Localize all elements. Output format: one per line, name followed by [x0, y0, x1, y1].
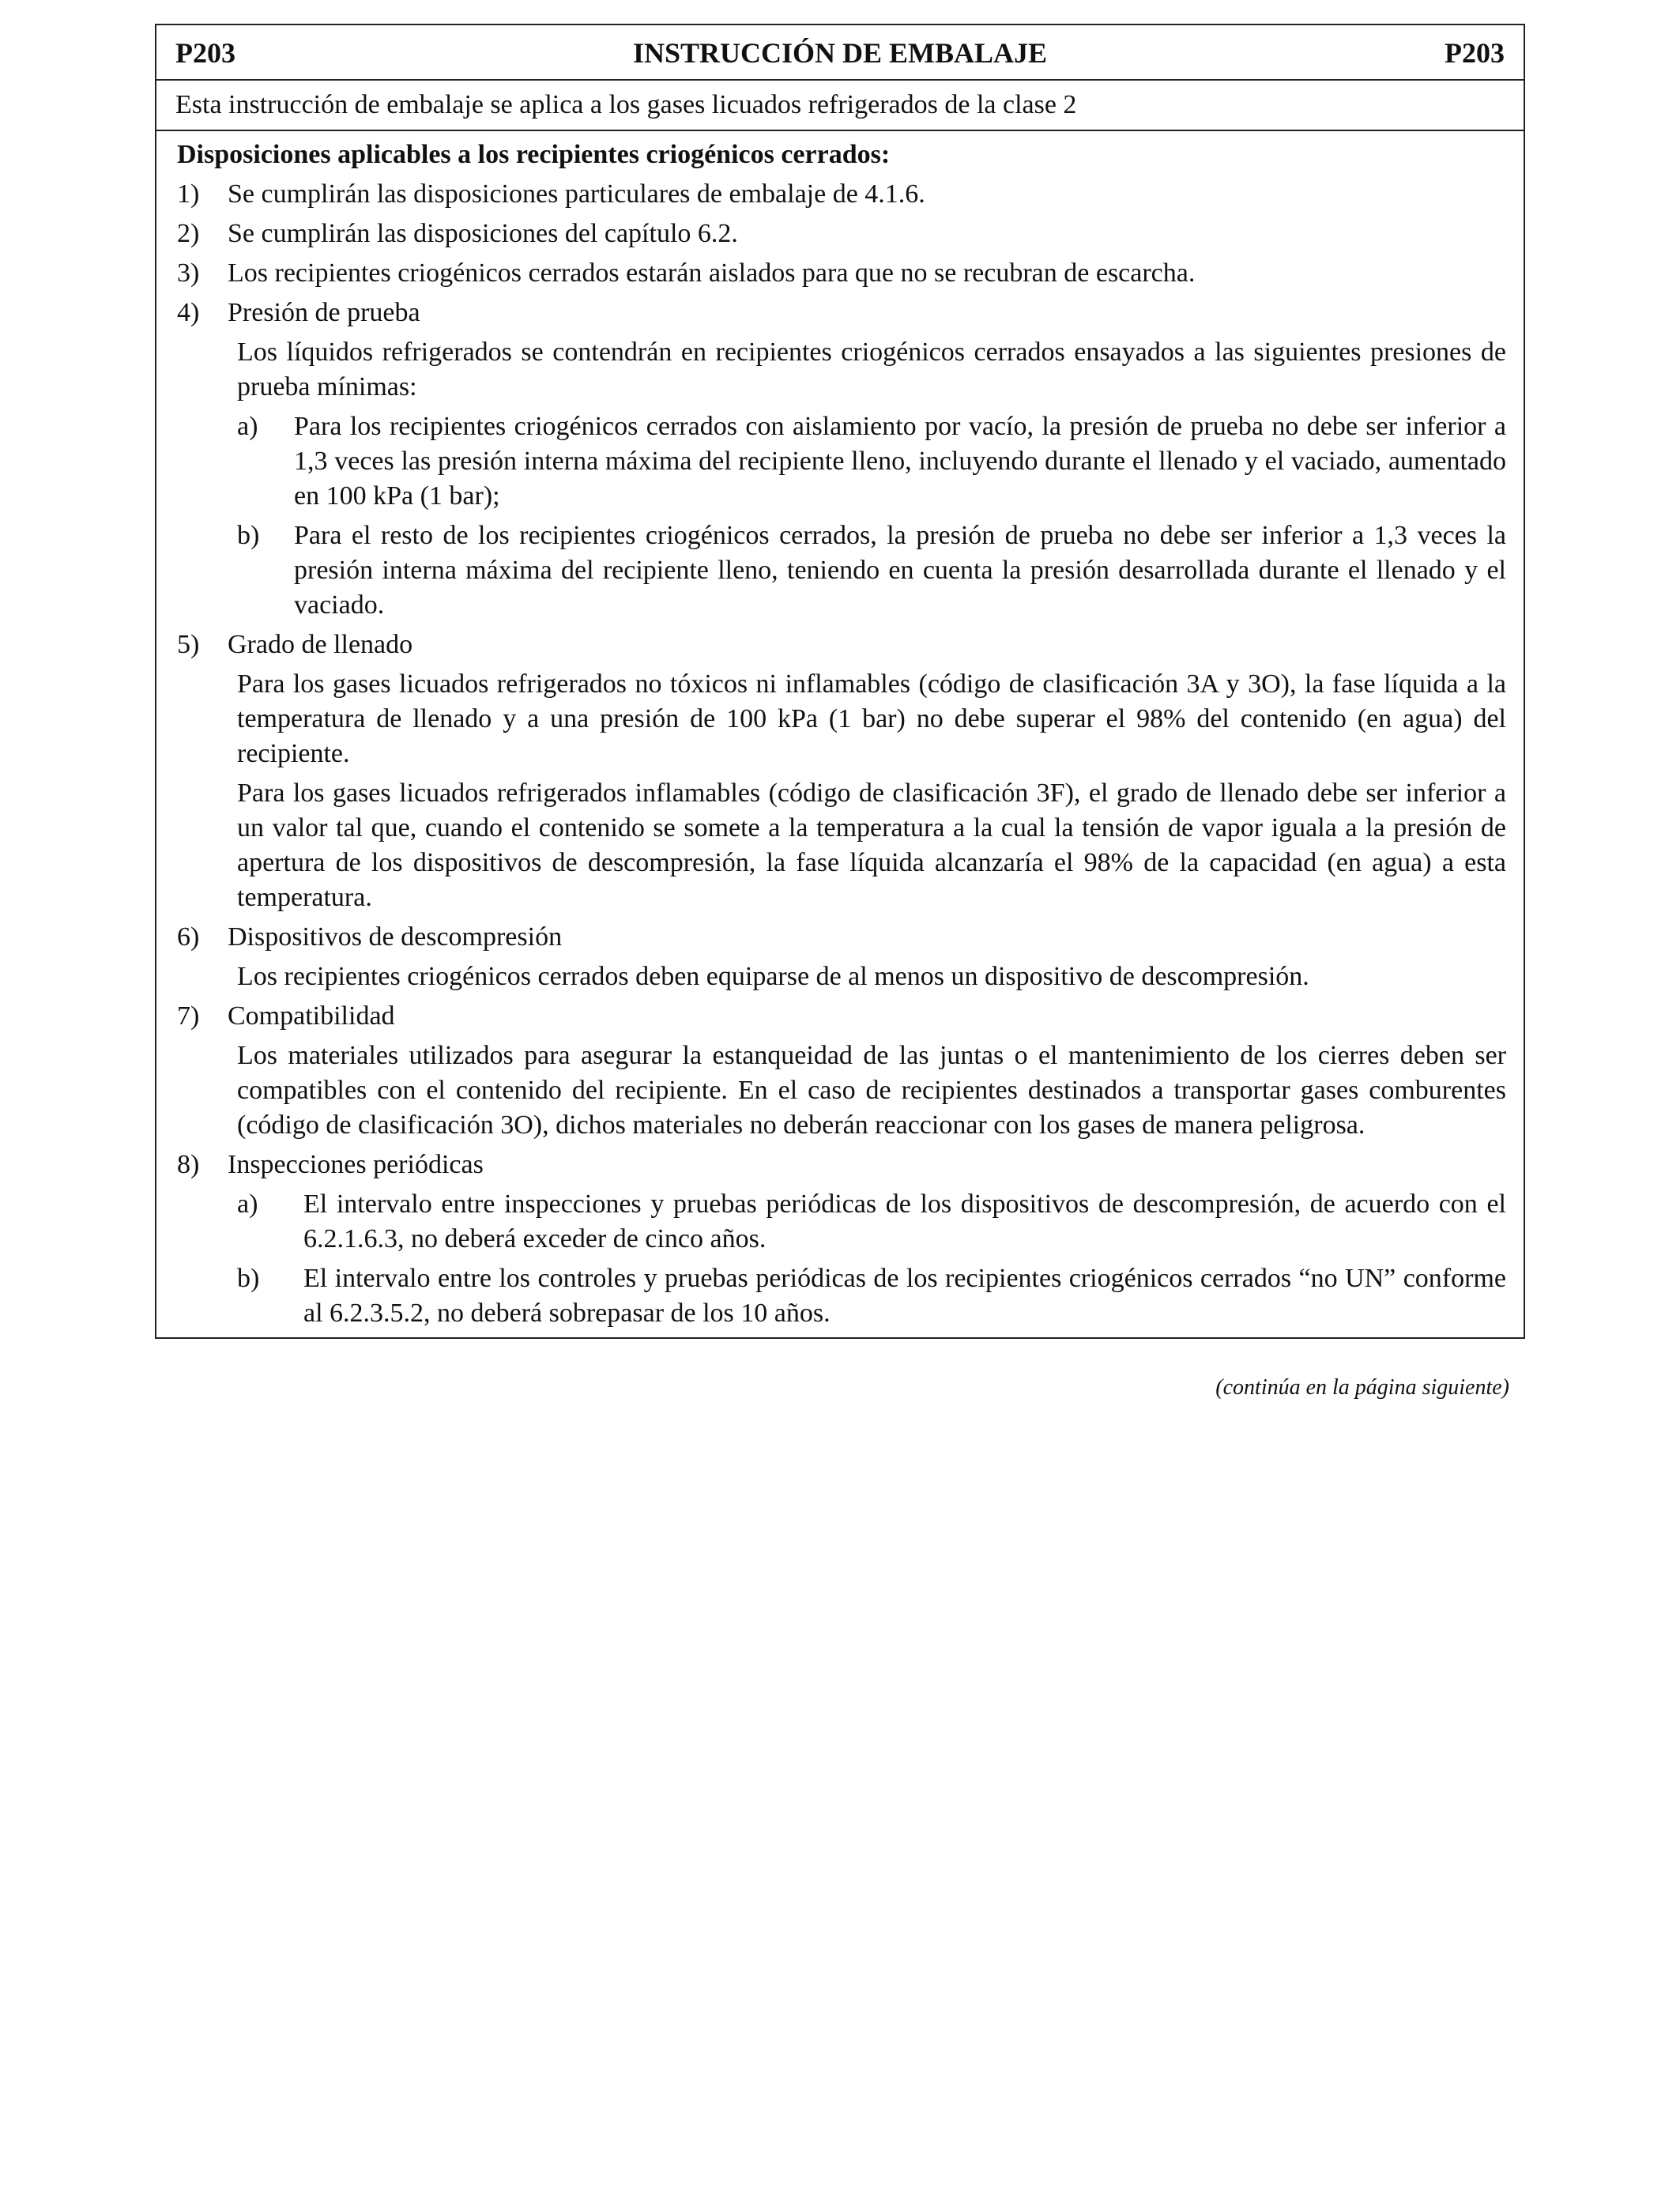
- item-number: 2): [177, 219, 200, 248]
- item-text: Se cumplirán las disposiciones del capítulo 6.2.: [228, 219, 738, 248]
- item-number: 3): [177, 258, 200, 288]
- sub-item: [177, 1187, 1506, 1257]
- sub-item-letter: a): [237, 1189, 258, 1219]
- instruction-title: INSTRUCCIÓN DE EMBALAJE: [632, 37, 1048, 69]
- sub-item-letter: b): [237, 1264, 260, 1293]
- item-text: Inspecciones periódicas: [228, 1150, 484, 1179]
- item-number: 4): [177, 298, 200, 327]
- table-header: [156, 25, 1524, 81]
- packing-instruction-table: [155, 24, 1525, 1339]
- item-text: Dispositivos de descompresión: [228, 922, 563, 952]
- sub-item: [177, 409, 1506, 514]
- item-text: Se cumplirán las disposiciones particulares de embalaje de 4.1.6.: [228, 179, 925, 209]
- sub-item-letter: a): [237, 412, 258, 441]
- provision-item: [177, 999, 1506, 1034]
- sub-item-letter: b): [237, 521, 260, 550]
- provision-item: [177, 628, 1506, 662]
- item-number: 6): [177, 922, 200, 952]
- sub-item-text: El intervalo entre los controles y pruebas periódicas de los recipientes criogénicos cerrados “no UN” conforme al 6.2.3.5.2, no deberá sobrepasar de los 10 años.: [303, 1264, 1506, 1328]
- item-number: 7): [177, 1001, 200, 1031]
- continuation-note: (continúa en la página siguiente): [1215, 1375, 1509, 1400]
- item-text: Grado de llenado: [228, 630, 413, 659]
- scope-statement: Esta instrucción de embalaje se aplica a los gases licuados refrigerados de la clase 2: [156, 81, 1524, 131]
- item-paragraph: Los materiales utilizados para asegurar la estanqueidad de las juntas o el mantenimiento de los cierres deben ser compatibles con el contenido del recipiente. En el caso de recipientes destinados a transportar gases comburentes (código de clasificación 3O), dichos materiales no deberán reaccionar con los gases de manera peligrosa.: [237, 1041, 1506, 1140]
- provision-item: [177, 920, 1506, 955]
- instruction-code-left: P203: [175, 37, 235, 69]
- item-text: Presión de prueba: [228, 298, 420, 327]
- sub-item-text: El intervalo entre inspecciones y pruebas periódicas de los dispositivos de descompresión, de acuerdo con el 6.2.1.6.3, no deberá exceder de cinco años.: [303, 1189, 1506, 1253]
- item-number: 5): [177, 630, 200, 659]
- item-text: Compatibilidad: [228, 1001, 395, 1031]
- item-number: 8): [177, 1150, 200, 1179]
- item-number: 1): [177, 179, 200, 209]
- section-heading: Disposiciones aplicables a los recipientes criogénicos cerrados:: [177, 140, 891, 169]
- sub-item-text: Para los recipientes criogénicos cerrados con aislamiento por vacío, la presión de prueba no debe ser inferior a 1,3 veces las presión interna máxima del recipiente lleno, incluyendo durante el llenado y el vaciado, aumentado en 100 kPa (1 bar);: [294, 412, 1506, 511]
- sub-item: [177, 518, 1506, 623]
- provision-item: [177, 256, 1506, 291]
- instruction-code-right: P203: [1445, 37, 1505, 69]
- provision-item: [177, 177, 1506, 212]
- provision-item: [177, 1148, 1506, 1182]
- provision-item: [177, 217, 1506, 251]
- item-paragraph: Los líquidos refrigerados se contendrán en recipientes criogénicos cerrados ensayados a las siguientes presiones de prueba mínimas:: [237, 337, 1506, 401]
- sub-item: [177, 1261, 1506, 1331]
- provisions-content: [156, 131, 1524, 1337]
- sub-item-text: Para el resto de los recipientes criogénicos cerrados, la presión de prueba no debe ser inferior a 1,3 veces la presión interna máxima del recipiente lleno, teniendo en cuenta la presión desarrollada durante el llenado y el vaciado.: [294, 521, 1506, 620]
- provision-item: [177, 296, 1506, 330]
- item-text: Los recipientes criogénicos cerrados estarán aislados para que no se recubran de escarcha.: [228, 258, 1196, 288]
- item-paragraph: Los recipientes criogénicos cerrados deben equiparse de al menos un dispositivo de descompresión.: [237, 962, 1309, 991]
- item-paragraph: Para los gases licuados refrigerados inflamables (código de clasificación 3F), el grado de llenado debe ser inferior a un valor tal que, cuando el contenido se somete a la temperatura a la cual la tensión de vapor iguala a la presión de apertura de los dispositivos de descompresión, la fase líquida alcanzaría el 98% de la capacidad (en agua) a esta temperatura.: [237, 778, 1506, 912]
- item-paragraph: Para los gases licuados refrigerados no tóxicos ni inflamables (código de clasificación 3A y 3O), la fase líquida a la temperatura de llenado y a una presión de 100 kPa (1 bar) no debe superar el 98% del contenido (en agua) del recipiente.: [237, 669, 1506, 768]
